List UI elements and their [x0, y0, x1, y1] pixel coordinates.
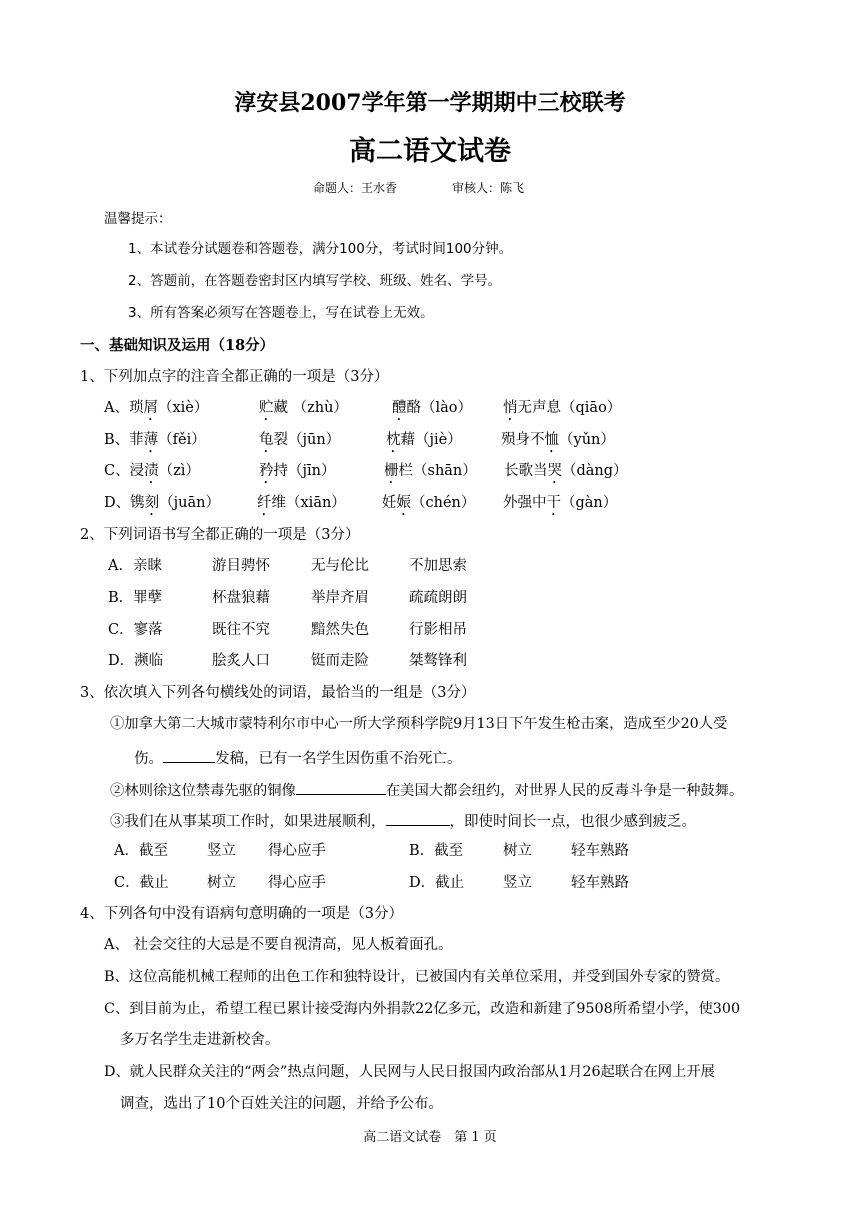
q1-option-a-item-2: 贮藏 （zhù） [259, 400, 348, 416]
q1-option-b-item-3: 枕藉（jiè） [386, 432, 462, 448]
q1-option-d-item-3: 妊娠（chén） [382, 495, 476, 511]
q2-option-c-word-3: 黯然失色 [311, 622, 369, 638]
q3-option-d-word-3: 轻车熟路 [571, 875, 629, 891]
section-title: 一、基础知识及运用（18分） [80, 337, 275, 354]
q3-sentence-1-cont: 伤。 发稿，已有一名学生因伤重不治死亡。 [134, 751, 462, 767]
q1-stem: 1、下列加点字的注音全都正确的一项是（3分） [80, 369, 389, 385]
q1-option-a-item-1: A、琐屑（xiè） [104, 400, 209, 416]
q3-option-a-word-1: A．截至 [114, 843, 168, 859]
author-credit: 命题人：王水香 [313, 181, 398, 195]
q1-option-d-item-2: 纤维（xiān） [257, 495, 346, 511]
q3-option-a-word-3: 得心应手 [268, 843, 326, 859]
q1-option-c-item-1: C、浸渍（zì） [104, 463, 200, 479]
q3-option-c-word-2: 树立 [207, 875, 236, 891]
q3-sentence-3: ③我们在从事某项工作时，如果进展顺利， ，即使时间长一点，也很少感到疲乏。 [110, 814, 696, 830]
q3-blank-1 [163, 749, 215, 763]
exam-subtitle: 高二语文试卷 [349, 136, 511, 167]
q3-blank-3 [386, 812, 450, 826]
q3-option-b-word-2: 树立 [503, 843, 532, 859]
q3-option-d-word-2: 竖立 [503, 875, 532, 891]
reviewer-credit: 审核人：陈飞 [452, 181, 525, 195]
q1-option-a-item-3: 醴酪（lào） [392, 400, 473, 416]
q3-option-b-word-3: 轻车熟路 [571, 843, 629, 859]
q4-option-c-cont: 多万名学生走进新校舍。 [120, 1032, 280, 1048]
q1-option-c-item-3: 栅栏（shān） [384, 463, 477, 479]
q2-option-d-word-2: 脍炙人口 [212, 653, 270, 669]
q2-option-d-word-4: 桀骜锋利 [409, 653, 467, 669]
q1-option-b-item-4: 殒身不恤（yǔn） [501, 432, 615, 448]
q3-sentence-2: ②林则徐这位禁毒先驱的铜像 在美国大都会纽约，对世界人民的反毒斗争是一种鼓舞。 [110, 783, 744, 799]
notice-item-1: 1、本试卷分试题卷和答题卷，满分100分，考试时间100分钟。 [128, 241, 513, 257]
q2-option-c-word-1: C．寥落 [108, 622, 163, 638]
q2-option-a-word-1: A．亲睐 [108, 558, 162, 574]
q4-option-d: D、就人民群众关注的“两会”热点问题，人民网与人民日报国内政治部从1月26起联合在网上开展 [104, 1064, 715, 1080]
notice-heading: 温馨提示： [104, 211, 172, 227]
q3-option-b-word-1: B．截至 [409, 843, 464, 859]
q2-option-c-word-2: 既往不究 [212, 622, 270, 638]
q1-option-b-item-2: 龟裂（jūn） [259, 432, 341, 448]
q2-option-b-word-2: 杯盘狼藉 [212, 590, 270, 606]
q3-option-c-word-3: 得心应手 [268, 875, 326, 891]
q3-stem: 3、依次填入下列各句横线处的词语，最恰当的一组是（3分） [80, 685, 476, 701]
q3-option-d-word-1: D．截止 [409, 875, 465, 891]
q4-option-b: B、这位高能机械工程师的出色工作和独特设计，已被国内有关单位采用，并受到国外专家的赞赏。 [104, 969, 730, 985]
q2-option-b-word-3: 举岸齐眉 [311, 590, 369, 606]
q1-option-d-item-1: D、镌刻（juān） [104, 495, 220, 511]
q2-option-c-word-4: 行影相吊 [409, 622, 467, 638]
q1-option-b-item-1: B、菲薄（fěi） [104, 432, 206, 448]
q2-option-a-word-4: 不加思索 [409, 558, 467, 574]
q2-option-b-word-1: B．罪孽 [108, 590, 163, 606]
page-footer: 高二语文试卷 第 1 页 [363, 1130, 497, 1145]
notice-item-2: 2、答题前，在答题卷密封区内填写学校、班级、姓名、学号。 [128, 273, 502, 289]
q2-stem: 2、下列词语书写全都正确的一项是（3分） [80, 527, 360, 543]
q1-option-c-item-2: 矜持（jīn） [259, 463, 336, 479]
q4-option-a: A、 社会交往的大忌是不要自视清高，见人板着面孔。 [104, 937, 453, 953]
q2-option-d-word-1: D．濒临 [108, 653, 164, 669]
q3-option-a-word-2: 竖立 [207, 843, 236, 859]
q3-option-c-word-1: C．截止 [114, 875, 169, 891]
q3-blank-2 [296, 781, 386, 795]
q2-option-a-word-3: 无与伦比 [311, 558, 369, 574]
q4-option-d-cont: 调查，选出了10个百姓关注的问题，并给予公布。 [120, 1096, 443, 1112]
q1-option-d-item-4: 外强中干（gàn） [503, 495, 618, 511]
q1-option-c-item-4: 长歌当哭（dàng） [504, 463, 628, 479]
q4-stem: 4、下列各句中没有语病句意明确的一项是（3分） [80, 906, 403, 922]
exam-title: 淳安县2007学年第一学期期中三校联考 [234, 90, 626, 116]
notice-item-3: 3、所有答案必须写在答题卷上，写在试卷上无效。 [128, 305, 434, 321]
q2-option-b-word-4: 疏疏朗朗 [409, 590, 467, 606]
q1-option-a-item-4: 悄无声息（qiāo） [503, 400, 622, 416]
q2-option-a-word-2: 游目骋怀 [212, 558, 270, 574]
q2-option-d-word-3: 铤而走险 [311, 653, 369, 669]
q4-option-c: C、到目前为止，希望工程已累计接受海内外捐款22亿多元，改造和新建了9508所希望小学，使300 [104, 1001, 741, 1017]
q3-sentence-1: ①加拿大第二大城市蒙特利尔市中心一所大学预科学院9月13日下午发生枪击案，造成至少20人受 [110, 716, 728, 732]
